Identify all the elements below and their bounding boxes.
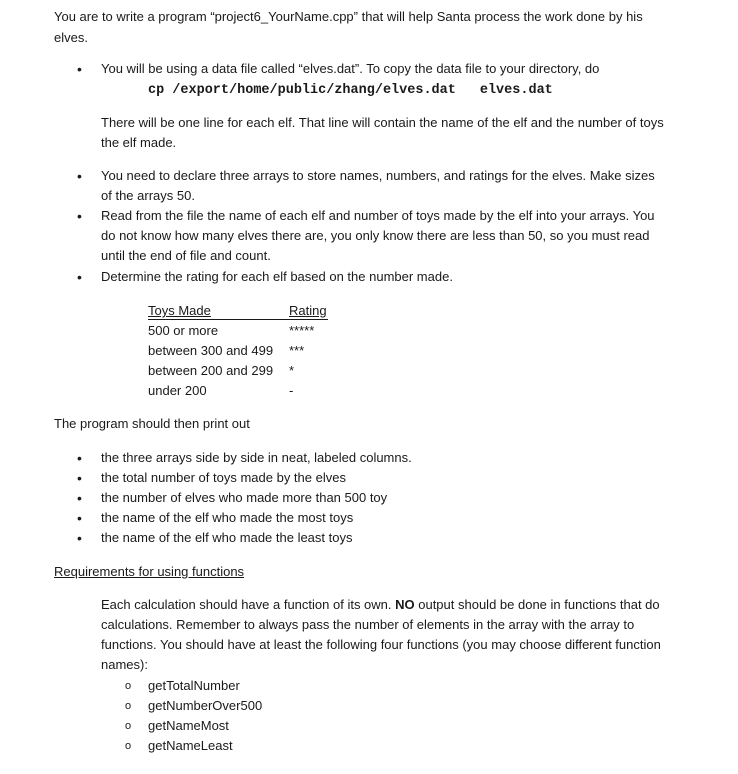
toys-range: under 200 — [148, 383, 207, 398]
toys-range: between 200 and 299 — [148, 363, 274, 378]
rating-header: Rating — [289, 303, 327, 318]
bullet-marker: • — [77, 61, 82, 77]
rating-value: ***** — [289, 323, 315, 338]
header-rule — [148, 319, 328, 320]
bullet-marker: • — [77, 530, 82, 546]
print-item: the number of elves who made more than 500 toy — [101, 490, 388, 505]
data-file-instruction: You will be using a data file called “elves.dat”. To copy the data file to your directory, do — [101, 61, 600, 76]
toys-made-header: Toys Made — [148, 303, 211, 318]
print-item: the name of the elf who made the least toys — [101, 530, 353, 545]
bullet-determine-rating: Determine the rating for each elf based on the number made. — [101, 269, 453, 284]
bullet-marker: • — [77, 450, 82, 466]
data-file-note: There will be one line for each elf. That line will contain the name of the elf and the number of toys the elf made. — [101, 115, 664, 150]
function-name: getTotalNumber — [148, 678, 240, 693]
function-name: getNumberOver500 — [148, 698, 263, 713]
toys-range: between 300 and 499 — [148, 343, 274, 358]
requirements-text-after: output should be done in functions that do calculations. Remember to always pass the number of elements in the array with the array to functions. You should have at least the following four functions (you may choose different function names): — [101, 597, 661, 672]
circle-bullet-marker: o — [125, 700, 132, 712]
bullet-marker: • — [77, 208, 82, 224]
requirements-paragraph — [101, 595, 671, 675]
circle-bullet-marker: o — [125, 740, 132, 752]
bullet-declare-arrays: You need to declare three arrays to store names, numbers, and ratings for the elves. Make sizes of the arrays 50. — [101, 168, 655, 203]
bullet-marker: • — [77, 470, 82, 486]
bullet-marker: • — [77, 490, 82, 506]
requirements-text-before: Each calculation should have a function of its own. — [101, 597, 396, 612]
bullet-read-file: Read from the file the name of each elf and number of toys made by the elf into your arrays. You do not know how many elves there are, you only know there are less than 50, so you must read until the end of file and count. — [101, 208, 655, 263]
function-name: getNameLeast — [148, 738, 233, 753]
print-item: the three arrays side by side in neat, labeled columns. — [101, 450, 412, 465]
print-item: the name of the elf who made the most toys — [101, 510, 354, 525]
function-name: getNameMost — [148, 718, 229, 733]
toys-range: 500 or more — [148, 323, 219, 338]
rating-table-header — [148, 301, 338, 321]
bullet-marker: • — [77, 269, 82, 285]
copy-command-destination: elves.dat — [479, 83, 553, 98]
rating-row — [148, 321, 338, 341]
circle-bullet-marker: o — [125, 720, 132, 732]
bullet-marker: • — [77, 510, 82, 526]
rating-row — [148, 361, 338, 381]
circle-bullet-marker: o — [125, 680, 132, 692]
requirements-heading: Requirements for using functions — [54, 564, 245, 579]
bullet-marker: • — [77, 168, 82, 184]
requirements-bold-no: NO — [395, 597, 415, 612]
intro-paragraph: You are to write a program “project6_YourName.cpp” that will help Santa process the work done by his elves. — [54, 9, 643, 45]
copy-command — [148, 79, 553, 101]
rating-row — [148, 381, 338, 401]
print-item: the total number of toys made by the elves — [101, 470, 346, 485]
copy-command-source: cp /export/home/public/zhang/elves.dat — [148, 83, 456, 98]
rating-table — [148, 301, 338, 401]
rating-value: - — [289, 383, 294, 398]
rating-row — [148, 341, 338, 361]
rating-value: *** — [289, 343, 305, 358]
print-intro: The program should then print out — [54, 416, 250, 431]
rating-value: * — [289, 363, 295, 378]
